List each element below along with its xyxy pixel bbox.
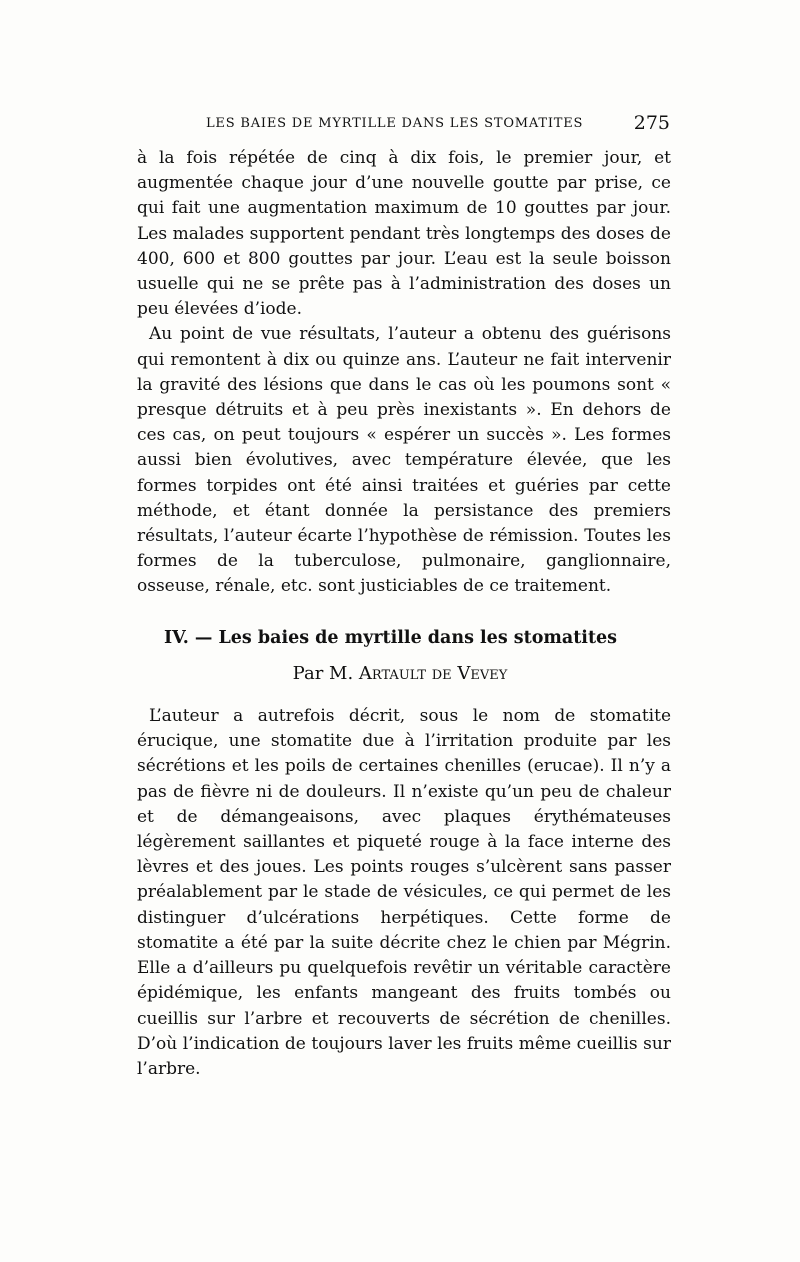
section-heading: IV. — Les baies de myrtille dans les stomatites <box>164 627 618 648</box>
paragraph-continuation: à la fois répétée de cinq à dix fois, le premier jour, et augmentée chaque jour d’une nouvelle goutte par prise, ce qui fait une augmentation maximum de 10 gouttes par jour. Les malades supportent pendant très longtemps des doses de 400, 600 et 800 gouttes par jour. L’eau est la seule boisson usuelle qui ne se prête pas à l’administration des doses un peu élevées d’iode. <box>137 148 671 320</box>
paragraph-results: Au point de vue résultats, l’auteur a obtenu des guérisons qui remontent à dix ou quinze ans. L’auteur ne fait intervenir la gravité des lésions que dans le cas où les poumons sont « presque détruits et à peu près inexistants ». En dehors de ces cas, on peut toujours « espérer un succès ». Les formes aussi bien évolutives, avec température élevée, que les formes torpides ont été ainsi traitées et guéries par cette méthode, et étant donnée la persistance des premiers résultats, l’auteur écarte l’hypothèse de rémission. Toutes les formes de la tuberculose, pulmonaire, ganglionnaire, osseuse, rénale, etc. sont justiciables de ce traitement. <box>137 324 671 597</box>
byline-prefix: Par M. <box>292 662 359 684</box>
text-block <box>137 146 671 1082</box>
byline <box>137 661 671 686</box>
byline-author: Artault de Vevey <box>358 662 508 684</box>
running-head-title: LES BAIES DE MYRTILLE DANS LES STOMATITES <box>206 116 584 131</box>
paragraph-stomatitis: L’auteur a autrefois décrit, sous le nom de stomatite érucique, une stomatite due à l’irritation produite par les sécrétions et les poils de certaines chenilles (erucae). Il n’y a pas de fièvre ni de douleurs. Il n’existe qu’un peu de chaleur et de démangeaisons, avec plaques érythémateuses légèrement saillantes et piqueté rouge à la face interne des lèvres et des joues. Les points rouges s’ulcèrent sans passer préalablement par le stade de vésicules, ce qui permet de les distinguer d’ulcérations herpétiques. Cette forme de stomatite a été par la suite décrite chez le chien par Mégrin. Elle a d’ailleurs pu quelquefois revêtir un véritable caractère épidémique, les enfants mangeant des fruits tombés ou cueillis sur l’arbre et recouverts de sécrétion de chenilles. D’où l’indication de toujours laver les fruits même cueillis sur l’arbre. <box>137 706 671 1079</box>
running-head <box>140 110 670 134</box>
page-number: 275 <box>633 112 670 134</box>
